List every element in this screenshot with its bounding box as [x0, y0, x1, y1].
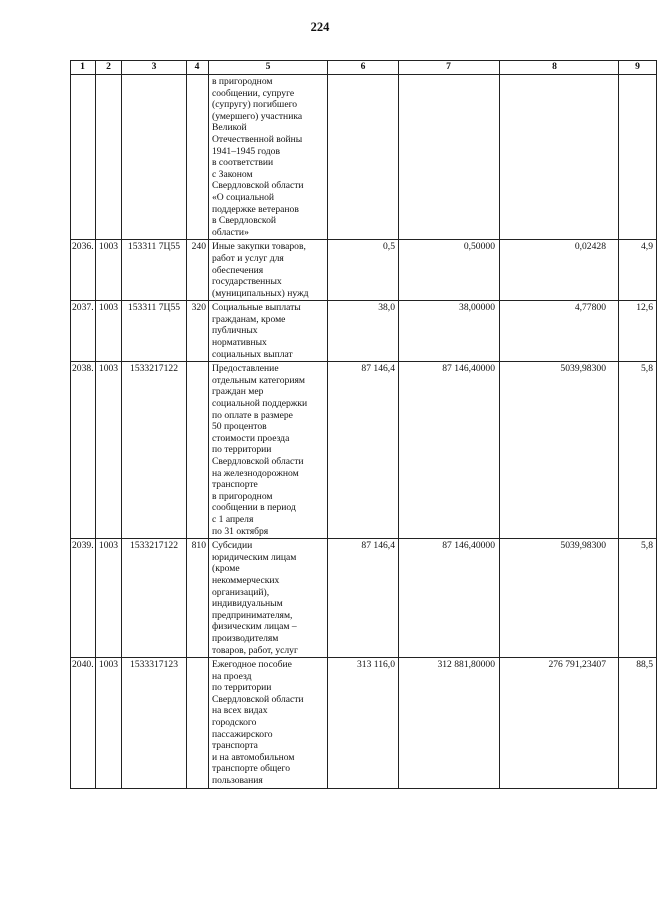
description-line: по территории [212, 682, 272, 694]
target-code-cell: 1533217122 [122, 539, 187, 658]
description-line: физическим лицам – [212, 621, 297, 633]
description-line: на железнодорожном [212, 467, 299, 479]
expense-type-cell: 320 [187, 301, 209, 362]
description-line: на проезд [212, 670, 252, 682]
table-row [71, 362, 657, 539]
table-row [71, 301, 657, 362]
description-line: предпринимателям, [212, 609, 293, 621]
planned-amount-cell: 313 116,0 [328, 658, 399, 789]
executed-amount-cell [500, 75, 619, 240]
description-line: поддержке ветеранов [212, 203, 299, 215]
description-cell [209, 362, 328, 539]
description-line: транспорта [212, 740, 258, 752]
description-line: (супругу) погибшего [212, 99, 298, 111]
column-header-7: 7 [399, 61, 500, 75]
row-number-cell: 2037. [71, 301, 96, 362]
description-line: сообщении, супруге [212, 87, 295, 99]
planned-amount-cell [328, 75, 399, 240]
section-code-cell: 1003 [96, 362, 122, 539]
expense-type-cell [187, 75, 209, 240]
description-line: нормативных [212, 337, 267, 349]
column-header-9: 9 [619, 61, 657, 75]
table-row [71, 658, 657, 789]
column-header-8: 8 [500, 61, 619, 75]
section-code-cell: 1003 [96, 301, 122, 362]
column-header-1: 1 [71, 61, 96, 75]
approved-amount-cell: 87 146,40000 [399, 362, 500, 539]
target-code-cell: 1533217122 [122, 362, 187, 539]
description-line: Ежегодное пособие [212, 659, 292, 671]
executed-amount-cell: 0,02428 [500, 240, 619, 301]
description-line: работ и услуг для [212, 252, 284, 264]
description-line: Социальные выплаты [212, 302, 301, 314]
description-line: в Свердловской [212, 215, 277, 227]
percent-executed-cell: 5,8 [619, 539, 657, 658]
description-line: Отечественной войны [212, 133, 303, 145]
planned-amount-cell: 0,5 [328, 240, 399, 301]
description-cell [209, 658, 328, 789]
description-line: на всех видах [212, 705, 268, 717]
description-line: области» [212, 226, 249, 238]
target-code-cell: 153311 7Ц55 [122, 301, 187, 362]
description-line: по оплате в размере [212, 409, 293, 421]
description-line: пассажирского [212, 728, 273, 740]
executed-amount-cell: 5039,98300 [500, 362, 619, 539]
column-header-6: 6 [328, 61, 399, 75]
description-line: (умершего) участника [212, 110, 303, 122]
description-line: стоимости проезда [212, 432, 290, 444]
description-cell [209, 240, 328, 301]
description-line: 50 процентов [212, 421, 267, 433]
description-line: социальной поддержки [212, 398, 308, 410]
description-line: производителям [212, 632, 279, 644]
planned-amount-cell: 87 146,4 [328, 362, 399, 539]
expense-type-cell: 810 [187, 539, 209, 658]
planned-amount-cell: 38,0 [328, 301, 399, 362]
description-line: публичных [212, 325, 258, 337]
section-code-cell: 1003 [96, 240, 122, 301]
percent-executed-cell: 88,5 [619, 658, 657, 789]
description-line: Свердловской области [212, 180, 304, 192]
row-number-cell [71, 75, 96, 240]
description-line: организаций), [212, 586, 270, 598]
percent-executed-cell [619, 75, 657, 240]
section-code-cell: 1003 [96, 658, 122, 789]
column-header-5: 5 [209, 61, 328, 75]
executed-amount-cell: 276 791,23407 [500, 658, 619, 789]
description-line: транспорте [212, 479, 258, 491]
section-code-cell [96, 75, 122, 240]
planned-amount-cell: 87 146,4 [328, 539, 399, 658]
executed-amount-cell: 5039,98300 [500, 539, 619, 658]
page-number: 224 [310, 20, 330, 34]
description-line: и на автомобильном [212, 751, 295, 763]
description-line: Свердловской области [212, 456, 304, 467]
column-header-4: 4 [187, 61, 209, 75]
description-line: городского [212, 717, 257, 729]
table-row [71, 75, 657, 240]
row-number-cell: 2038. [71, 362, 96, 539]
table-row [71, 240, 657, 301]
description-line: товаров, работ, услуг [212, 644, 298, 656]
description-line: транспорте общего [212, 763, 291, 775]
description-line: по 31 октября [212, 525, 269, 537]
approved-amount-cell: 0,50000 [399, 240, 500, 301]
target-code-cell [122, 75, 187, 240]
header-row [71, 61, 657, 75]
row-number-cell: 2039. [71, 539, 96, 658]
description-line: в пригородном [212, 490, 273, 502]
description-cell [209, 301, 328, 362]
description-line: Великой [212, 122, 247, 134]
expense-type-cell [187, 362, 209, 539]
percent-executed-cell: 5,8 [619, 362, 657, 539]
description-line: некоммерческих [212, 574, 280, 586]
description-line: с Законом [212, 168, 253, 180]
percent-executed-cell: 12,6 [619, 301, 657, 362]
description-line: индивидуальным [212, 598, 283, 610]
row-number-cell: 2040. [71, 658, 96, 789]
description-line: по территории [212, 444, 272, 456]
description-line: с 1 апреля [212, 513, 254, 525]
target-code-cell: 153311 7Ц55 [122, 240, 187, 301]
description-line: социальных выплат [212, 348, 293, 360]
description-line: «О социальной [212, 191, 275, 203]
description-line: Иные закупки товаров, [212, 241, 306, 253]
approved-amount-cell: 312 881,80000 [399, 658, 500, 789]
description-line: (муниципальных) нужд [212, 287, 309, 299]
section-code-cell: 1003 [96, 539, 122, 658]
description-line: государственных [212, 276, 282, 288]
target-code-cell: 1533317123 [122, 658, 187, 789]
expense-type-cell: 240 [187, 240, 209, 301]
description-line: юридическим лицам [212, 551, 297, 563]
description-line: в соответствии [212, 157, 274, 169]
description-line: отдельным категориям [212, 374, 305, 386]
description-line: Субсидии [212, 540, 253, 552]
row-number-cell: 2036. [71, 240, 96, 301]
description-cell [209, 75, 328, 240]
description-line: пользования [212, 775, 263, 787]
description-line: Свердловской области [212, 693, 304, 705]
approved-amount-cell: 87 146,40000 [399, 539, 500, 658]
description-line: (кроме [212, 563, 240, 575]
description-line: Предоставление [212, 363, 279, 375]
executed-amount-cell: 4,77800 [500, 301, 619, 362]
description-cell [209, 539, 328, 658]
description-line: гражданам, кроме [212, 313, 286, 325]
description-line: сообщении в период [212, 502, 296, 514]
table-row [71, 539, 657, 658]
description-line: в пригородном [212, 76, 273, 87]
expense-type-cell [187, 658, 209, 789]
column-header-3: 3 [122, 61, 187, 75]
description-line: граждан мер [212, 386, 264, 398]
budget-table [70, 60, 657, 789]
description-line: 1941–1945 годов [212, 145, 280, 157]
approved-amount-cell: 38,00000 [399, 301, 500, 362]
column-header-2: 2 [96, 61, 122, 75]
approved-amount-cell [399, 75, 500, 240]
percent-executed-cell: 4,9 [619, 240, 657, 301]
description-line: обеспечения [212, 264, 264, 276]
